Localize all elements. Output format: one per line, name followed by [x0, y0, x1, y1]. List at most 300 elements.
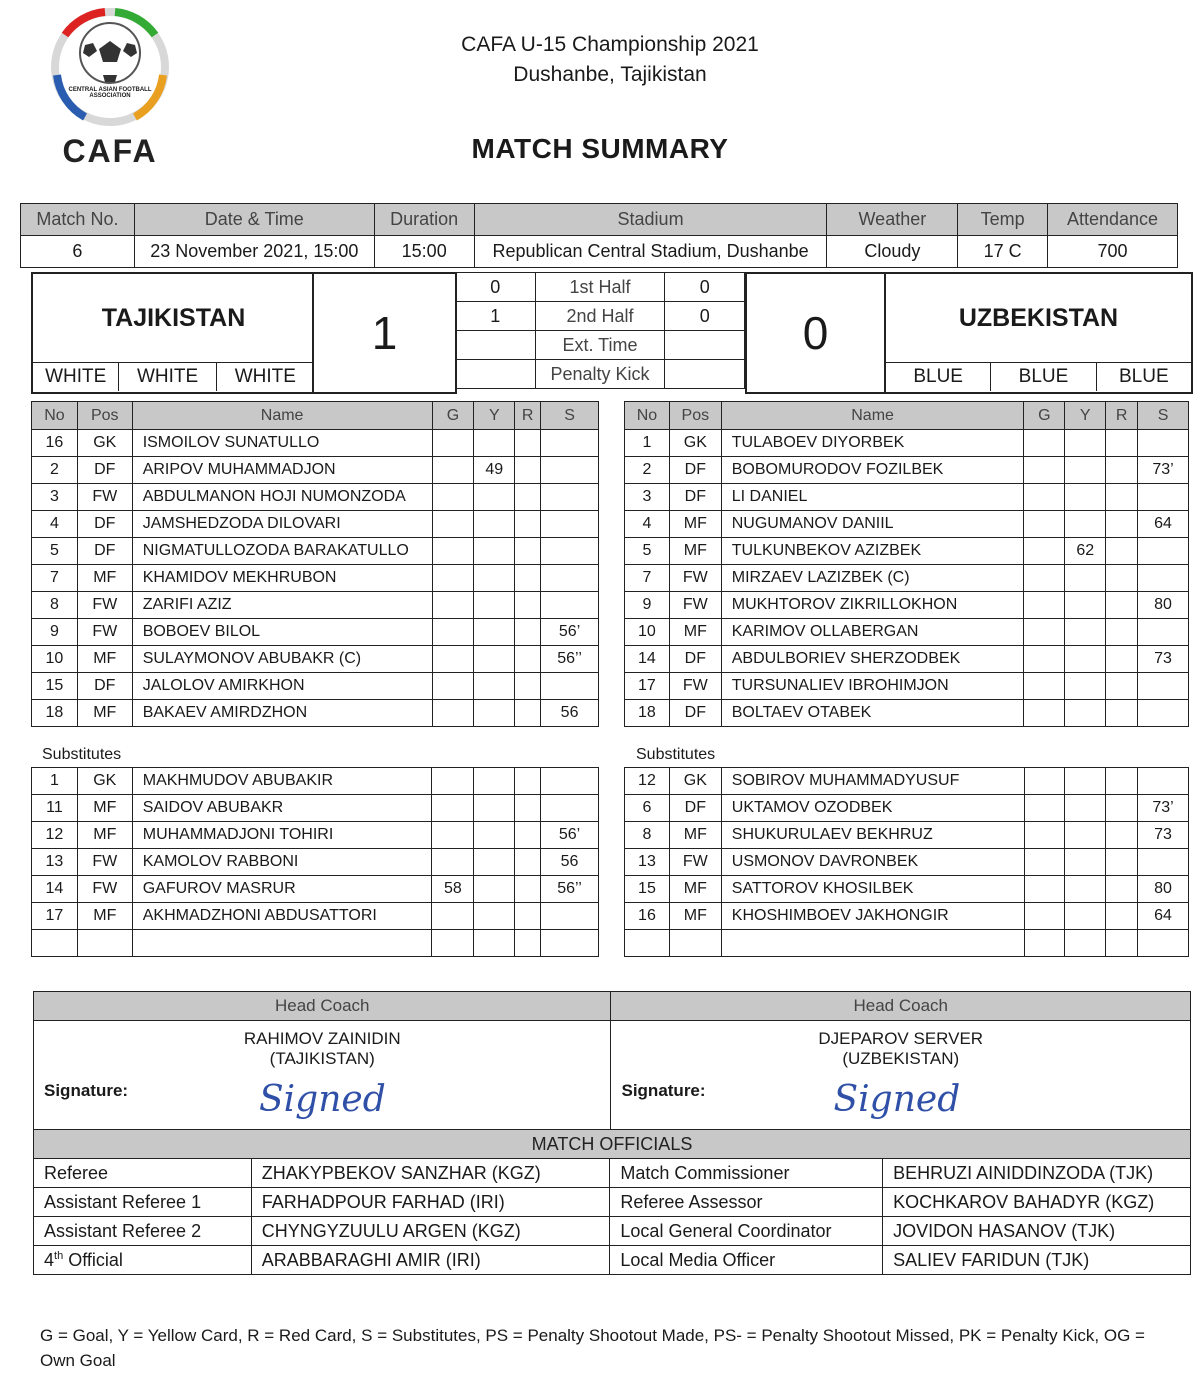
player-pos: MF — [669, 903, 721, 930]
home-team-name: TAJIKISTAN — [33, 274, 314, 363]
player-yellow — [474, 619, 515, 646]
page-title: MATCH SUMMARY — [471, 133, 729, 164]
player-yellow — [1065, 484, 1106, 511]
player-sub: 56’’ — [541, 876, 599, 903]
period-score-table — [455, 272, 745, 389]
player-pos: DF — [669, 484, 721, 511]
player-red — [515, 930, 541, 957]
label-extra-time: Ext. Time — [535, 331, 665, 360]
player-no: 9 — [32, 619, 78, 646]
player-no: 10 — [32, 646, 78, 673]
player-sub: 64 — [1138, 903, 1189, 930]
player-pos: FW — [669, 565, 721, 592]
home-first-half: 0 — [456, 273, 536, 302]
header-sub: S — [541, 402, 599, 430]
home-penalty — [456, 360, 536, 389]
table-row — [32, 538, 599, 565]
official-role: Local General Coordinator — [610, 1217, 883, 1246]
player-name: NIGMATULLOZODA BARAKATULLO — [132, 538, 432, 565]
temp: 17 C — [958, 236, 1048, 268]
player-no: 4 — [32, 511, 78, 538]
player-no: 11 — [32, 795, 78, 822]
player-name: SATTOROV KHOSILBEK — [721, 876, 1024, 903]
official-name: CHYNGYZUULU ARGEN (KGZ) — [251, 1217, 610, 1246]
player-red — [515, 646, 541, 673]
player-yellow — [1065, 700, 1106, 727]
home-kit-socks: WHITE — [234, 366, 296, 387]
championship-location: Dushanbe, Tajikistan — [513, 63, 707, 86]
player-sub: 73’ — [1138, 795, 1189, 822]
player-name: JAMSHEDZODA DILOVARI — [132, 511, 432, 538]
table-row — [32, 849, 599, 876]
match-officials-title: MATCH OFFICIALS — [34, 1130, 1191, 1159]
match-info-table — [20, 203, 1178, 268]
player-name: SAIDOV ABUBAKR — [132, 795, 432, 822]
away-subs-table — [624, 767, 1189, 957]
player-sub — [1138, 430, 1189, 457]
player-red — [1106, 876, 1138, 903]
official-role: Referee — [34, 1159, 252, 1188]
header-pos: Pos — [77, 402, 132, 430]
player-goal — [1024, 673, 1065, 700]
away-team-name: UZBEKISTAN — [886, 274, 1191, 363]
player-pos: FW — [77, 849, 132, 876]
player-red — [1106, 484, 1138, 511]
player-pos: DF — [77, 673, 132, 700]
player-name: ABDULMANON HOJI NUMONZODA — [132, 484, 432, 511]
table-row — [625, 430, 1189, 457]
official-name: ZHAKYPBEKOV SANZHAR (KGZ) — [251, 1159, 610, 1188]
match-info-header-row — [21, 204, 1178, 236]
home-coach-label: Head Coach — [34, 992, 611, 1021]
player-yellow — [474, 592, 515, 619]
player-no: 17 — [625, 673, 670, 700]
player-yellow — [1065, 430, 1106, 457]
player-no: 17 — [32, 903, 78, 930]
player-red — [515, 538, 541, 565]
player-no — [32, 930, 78, 957]
player-pos: DF — [669, 795, 721, 822]
player-name: BOLTAEV OTABEK — [721, 700, 1024, 727]
player-pos: DF — [77, 511, 132, 538]
player-pos: MF — [669, 538, 721, 565]
away-extra-time — [665, 331, 745, 360]
away-player-header-row — [625, 402, 1189, 430]
player-sub — [541, 457, 599, 484]
player-name: ZARIFI AZIZ — [132, 592, 432, 619]
player-yellow — [1065, 457, 1106, 484]
duration: 15:00 — [374, 236, 474, 268]
player-sub — [541, 511, 599, 538]
player-sub: 56 — [541, 700, 599, 727]
player-pos: GK — [669, 430, 721, 457]
table-row — [625, 592, 1189, 619]
home-coach-country: (TAJIKISTAN) — [269, 1049, 375, 1068]
player-goal — [1024, 430, 1065, 457]
player-sub — [1138, 619, 1189, 646]
player-sub — [1138, 930, 1189, 957]
official-row — [34, 1217, 1191, 1246]
table-row — [32, 795, 599, 822]
attendance: 700 — [1048, 236, 1178, 268]
player-name: USMONOV DAVRONBEK — [721, 849, 1024, 876]
player-sub — [541, 930, 599, 957]
table-row — [625, 876, 1189, 903]
player-name: MAKHMUDOV ABUBAKIR — [132, 768, 432, 795]
table-row — [32, 619, 599, 646]
home-extra-time — [456, 331, 536, 360]
player-goal — [432, 903, 474, 930]
player-sub — [1138, 700, 1189, 727]
official-role: Assistant Referee 1 — [34, 1188, 252, 1217]
stadium: Republican Central Stadium, Dushanbe — [474, 236, 827, 268]
player-name: TULABOEV DIYORBEK — [721, 430, 1024, 457]
away-kit-shirt: BLUE — [886, 363, 991, 391]
table-row — [32, 511, 599, 538]
period-row-penalty — [456, 360, 745, 389]
player-no: 6 — [625, 795, 670, 822]
table-row — [32, 484, 599, 511]
player-red — [1106, 430, 1138, 457]
player-pos: MF — [669, 619, 721, 646]
away-score: 0 — [745, 272, 886, 394]
home-signature: Signed — [259, 1079, 386, 1120]
player-goal — [432, 457, 474, 484]
player-yellow — [1065, 619, 1106, 646]
player-name — [132, 930, 432, 957]
player-name: GAFUROV MASRUR — [132, 876, 432, 903]
player-yellow: 49 — [474, 457, 515, 484]
home-subs-table — [31, 767, 599, 957]
player-no: 7 — [32, 565, 78, 592]
player-red — [1106, 849, 1138, 876]
player-no: 10 — [625, 619, 670, 646]
header-name: Name — [132, 402, 432, 430]
player-sub: 56’’ — [541, 646, 599, 673]
player-sub: 56’ — [541, 822, 599, 849]
header-pos: Pos — [669, 402, 721, 430]
player-yellow — [474, 484, 515, 511]
away-substitutes-label: Substitutes — [636, 746, 716, 763]
player-goal — [1024, 511, 1065, 538]
table-row — [625, 538, 1189, 565]
header-no: No — [32, 402, 78, 430]
weather: Cloudy — [827, 236, 958, 268]
official-role: Assistant Referee 2 — [34, 1217, 252, 1246]
player-goal — [432, 930, 474, 957]
player-no: 15 — [32, 673, 78, 700]
player-yellow — [474, 538, 515, 565]
player-yellow — [474, 849, 515, 876]
official-role: Match Commissioner — [610, 1159, 883, 1188]
player-sub — [1138, 849, 1189, 876]
player-sub — [541, 430, 599, 457]
player-goal — [1024, 768, 1065, 795]
player-yellow — [1065, 646, 1106, 673]
period-row-extra-time — [456, 331, 745, 360]
header-name: Name — [721, 402, 1024, 430]
player-sub: 64 — [1138, 511, 1189, 538]
table-row — [625, 822, 1189, 849]
official-name: JOVIDON HASANOV (TJK) — [883, 1217, 1191, 1246]
player-red — [1106, 538, 1138, 565]
player-yellow — [474, 700, 515, 727]
player-red — [515, 903, 541, 930]
table-row — [625, 795, 1189, 822]
player-goal — [432, 430, 474, 457]
home-kit-shirt: WHITE — [33, 363, 119, 391]
player-no: 18 — [32, 700, 78, 727]
player-yellow — [474, 673, 515, 700]
player-pos: DF — [77, 538, 132, 565]
player-sub: 56 — [541, 849, 599, 876]
player-no: 7 — [625, 565, 670, 592]
player-pos: MF — [669, 511, 721, 538]
player-sub — [541, 795, 599, 822]
player-goal — [1024, 619, 1065, 646]
player-pos: GK — [77, 768, 132, 795]
table-row — [625, 700, 1189, 727]
header-goal: G — [1024, 402, 1065, 430]
player-pos: FW — [77, 876, 132, 903]
away-second-half: 0 — [665, 302, 745, 331]
player-name: SULAYMONOV ABUBAKR (C) — [132, 646, 432, 673]
player-goal — [1024, 484, 1065, 511]
player-no: 16 — [625, 903, 670, 930]
player-sub — [541, 565, 599, 592]
player-pos: MF — [77, 646, 132, 673]
player-red — [515, 700, 541, 727]
player-goal — [432, 822, 474, 849]
header-sub: S — [1138, 402, 1189, 430]
player-pos: MF — [669, 876, 721, 903]
player-pos — [77, 930, 132, 957]
player-red — [515, 849, 541, 876]
player-goal — [432, 565, 474, 592]
home-second-half: 1 — [456, 302, 536, 331]
table-row — [625, 646, 1189, 673]
player-red — [1106, 565, 1138, 592]
player-goal — [432, 619, 474, 646]
header-yellow: Y — [474, 402, 515, 430]
player-no: 14 — [32, 876, 78, 903]
player-red — [515, 768, 541, 795]
player-red — [1106, 795, 1138, 822]
table-row — [625, 511, 1189, 538]
player-goal — [432, 700, 474, 727]
official-row — [34, 1188, 1191, 1217]
player-red — [515, 592, 541, 619]
player-yellow — [1065, 849, 1106, 876]
player-no: 13 — [625, 849, 670, 876]
period-row-second-half — [456, 302, 745, 331]
table-row — [625, 457, 1189, 484]
player-red — [515, 822, 541, 849]
player-sub — [541, 592, 599, 619]
label-penalty: Penalty Kick — [535, 360, 665, 389]
player-goal — [432, 673, 474, 700]
table-row — [32, 457, 599, 484]
player-red — [515, 795, 541, 822]
label-second-half: 2nd Half — [535, 302, 665, 331]
player-red — [1106, 768, 1138, 795]
player-no: 5 — [625, 538, 670, 565]
player-goal — [1024, 457, 1065, 484]
official-name: KOCHKAROV BAHADYR (KGZ) — [883, 1188, 1191, 1217]
player-sub — [1138, 673, 1189, 700]
player-red — [515, 430, 541, 457]
player-pos: DF — [669, 700, 721, 727]
player-red — [1106, 619, 1138, 646]
table-row — [32, 565, 599, 592]
label-first-half: 1st Half — [535, 273, 665, 302]
home-substitutes-label: Substitutes — [42, 746, 122, 763]
player-name: KHOSHIMBOEV JAKHONGIR — [721, 903, 1024, 930]
player-no: 9 — [625, 592, 670, 619]
table-row — [32, 822, 599, 849]
player-pos: DF — [669, 457, 721, 484]
away-kit-shorts: BLUE — [991, 363, 1096, 391]
home-lineup-table — [31, 401, 599, 727]
player-sub: 80 — [1138, 876, 1189, 903]
player-red — [1106, 903, 1138, 930]
home-coach-name: RAHIMOV ZAINIDIN — [243, 1029, 401, 1048]
table-row — [625, 903, 1189, 930]
table-row — [625, 484, 1189, 511]
player-no: 1 — [32, 768, 78, 795]
player-pos: FW — [77, 619, 132, 646]
player-goal — [432, 768, 474, 795]
player-goal — [432, 646, 474, 673]
home-team-box — [31, 272, 316, 394]
player-no: 14 — [625, 646, 670, 673]
period-row-first-half — [456, 273, 745, 302]
player-red — [1106, 457, 1138, 484]
player-name: MUHAMMADJONI TOHIRI — [132, 822, 432, 849]
table-row — [32, 903, 599, 930]
player-no: 8 — [625, 822, 670, 849]
player-yellow — [474, 430, 515, 457]
player-no: 12 — [32, 822, 78, 849]
player-red — [515, 457, 541, 484]
player-name: KARIMOV OLLABERGAN — [721, 619, 1024, 646]
player-sub: 73 — [1138, 822, 1189, 849]
player-name: BOBOMURODOV FOZILBEK — [721, 457, 1024, 484]
official-name: SALIEV FARIDUN (TJK) — [883, 1246, 1191, 1275]
logo-subtext: CENTRAL ASIAN FOOTBALL ASSOCIATION — [68, 87, 152, 99]
player-red — [1106, 700, 1138, 727]
official-name: ARABBARAGHI AMIR (IRI) — [251, 1246, 610, 1275]
player-red — [1106, 822, 1138, 849]
player-name: JALOLOV AMIRKHON — [132, 673, 432, 700]
player-goal — [1024, 822, 1065, 849]
table-row — [32, 673, 599, 700]
official-row — [34, 1159, 1191, 1188]
player-no: 2 — [32, 457, 78, 484]
official-role: 4th Official — [34, 1246, 252, 1275]
player-red — [1106, 930, 1138, 957]
player-no: 13 — [32, 849, 78, 876]
player-yellow — [1065, 768, 1106, 795]
player-sub — [1138, 565, 1189, 592]
player-yellow — [474, 903, 515, 930]
player-yellow — [1065, 822, 1106, 849]
official-role: Local Media Officer — [610, 1246, 883, 1275]
table-row — [32, 768, 599, 795]
match-officials-table — [33, 1129, 1191, 1275]
player-pos: DF — [77, 457, 132, 484]
player-name: BAKAEV AMIRDZHON — [132, 700, 432, 727]
home-score: 1 — [312, 272, 457, 394]
player-goal — [432, 849, 474, 876]
away-coach-name: DJEPAROV SERVER — [818, 1029, 984, 1048]
player-yellow — [1065, 511, 1106, 538]
header-duration: Duration — [374, 204, 474, 236]
player-yellow — [474, 511, 515, 538]
player-no: 3 — [625, 484, 670, 511]
player-yellow — [1065, 903, 1106, 930]
player-sub — [1138, 768, 1189, 795]
away-coach-country: (UZBEKISTAN) — [842, 1049, 960, 1068]
legend: G = Goal, Y = Yellow Card, R = Red Card, S = Substitutes, PS = Penalty Shootout Made, PS- = Penalty Shootout Missed, PK = Penalty Kick, OG = Own Goal — [40, 1326, 1145, 1370]
table-row — [32, 646, 599, 673]
player-name: UKTAMOV OZODBEK — [721, 795, 1024, 822]
header-temp: Temp — [958, 204, 1048, 236]
player-no — [625, 930, 670, 957]
table-row — [625, 768, 1189, 795]
player-name: NUGUMANOV DANIIL — [721, 511, 1024, 538]
player-sub — [1138, 484, 1189, 511]
player-goal — [1024, 646, 1065, 673]
player-yellow — [1065, 592, 1106, 619]
official-name: BEHRUZI AINIDDINZODA (TJK) — [883, 1159, 1191, 1188]
away-signature-label: Signature: — [621, 1081, 706, 1100]
player-sub — [541, 673, 599, 700]
player-name: SHUKURULAEV BEKHRUZ — [721, 822, 1024, 849]
player-pos: GK — [77, 430, 132, 457]
player-red — [1106, 592, 1138, 619]
player-sub — [541, 903, 599, 930]
logo-text: CAFA — [62, 133, 158, 169]
player-no: 15 — [625, 876, 670, 903]
player-yellow — [1065, 795, 1106, 822]
cafa-logo — [45, 5, 175, 170]
table-row — [625, 930, 1189, 957]
player-goal — [1024, 538, 1065, 565]
player-pos: MF — [77, 903, 132, 930]
player-goal — [1024, 700, 1065, 727]
player-name: MIRZAEV LAZIZBEK (C) — [721, 565, 1024, 592]
player-name: ABDULBORIEV SHERZODBEK — [721, 646, 1024, 673]
head-coach-table — [33, 991, 1191, 1130]
header-red: R — [515, 402, 541, 430]
header-stadium: Stadium — [474, 204, 827, 236]
player-pos: GK — [669, 768, 721, 795]
official-role: Referee Assessor — [610, 1188, 883, 1217]
header-red: R — [1106, 402, 1138, 430]
away-kit-socks: BLUE — [1118, 366, 1169, 387]
player-red — [515, 511, 541, 538]
player-name: BOBOEV BILOL — [132, 619, 432, 646]
player-goal — [432, 795, 474, 822]
player-pos: MF — [77, 700, 132, 727]
header-goal: G — [432, 402, 474, 430]
player-red — [515, 484, 541, 511]
table-row — [625, 673, 1189, 700]
player-red — [515, 619, 541, 646]
player-yellow — [1065, 565, 1106, 592]
player-pos: MF — [77, 795, 132, 822]
